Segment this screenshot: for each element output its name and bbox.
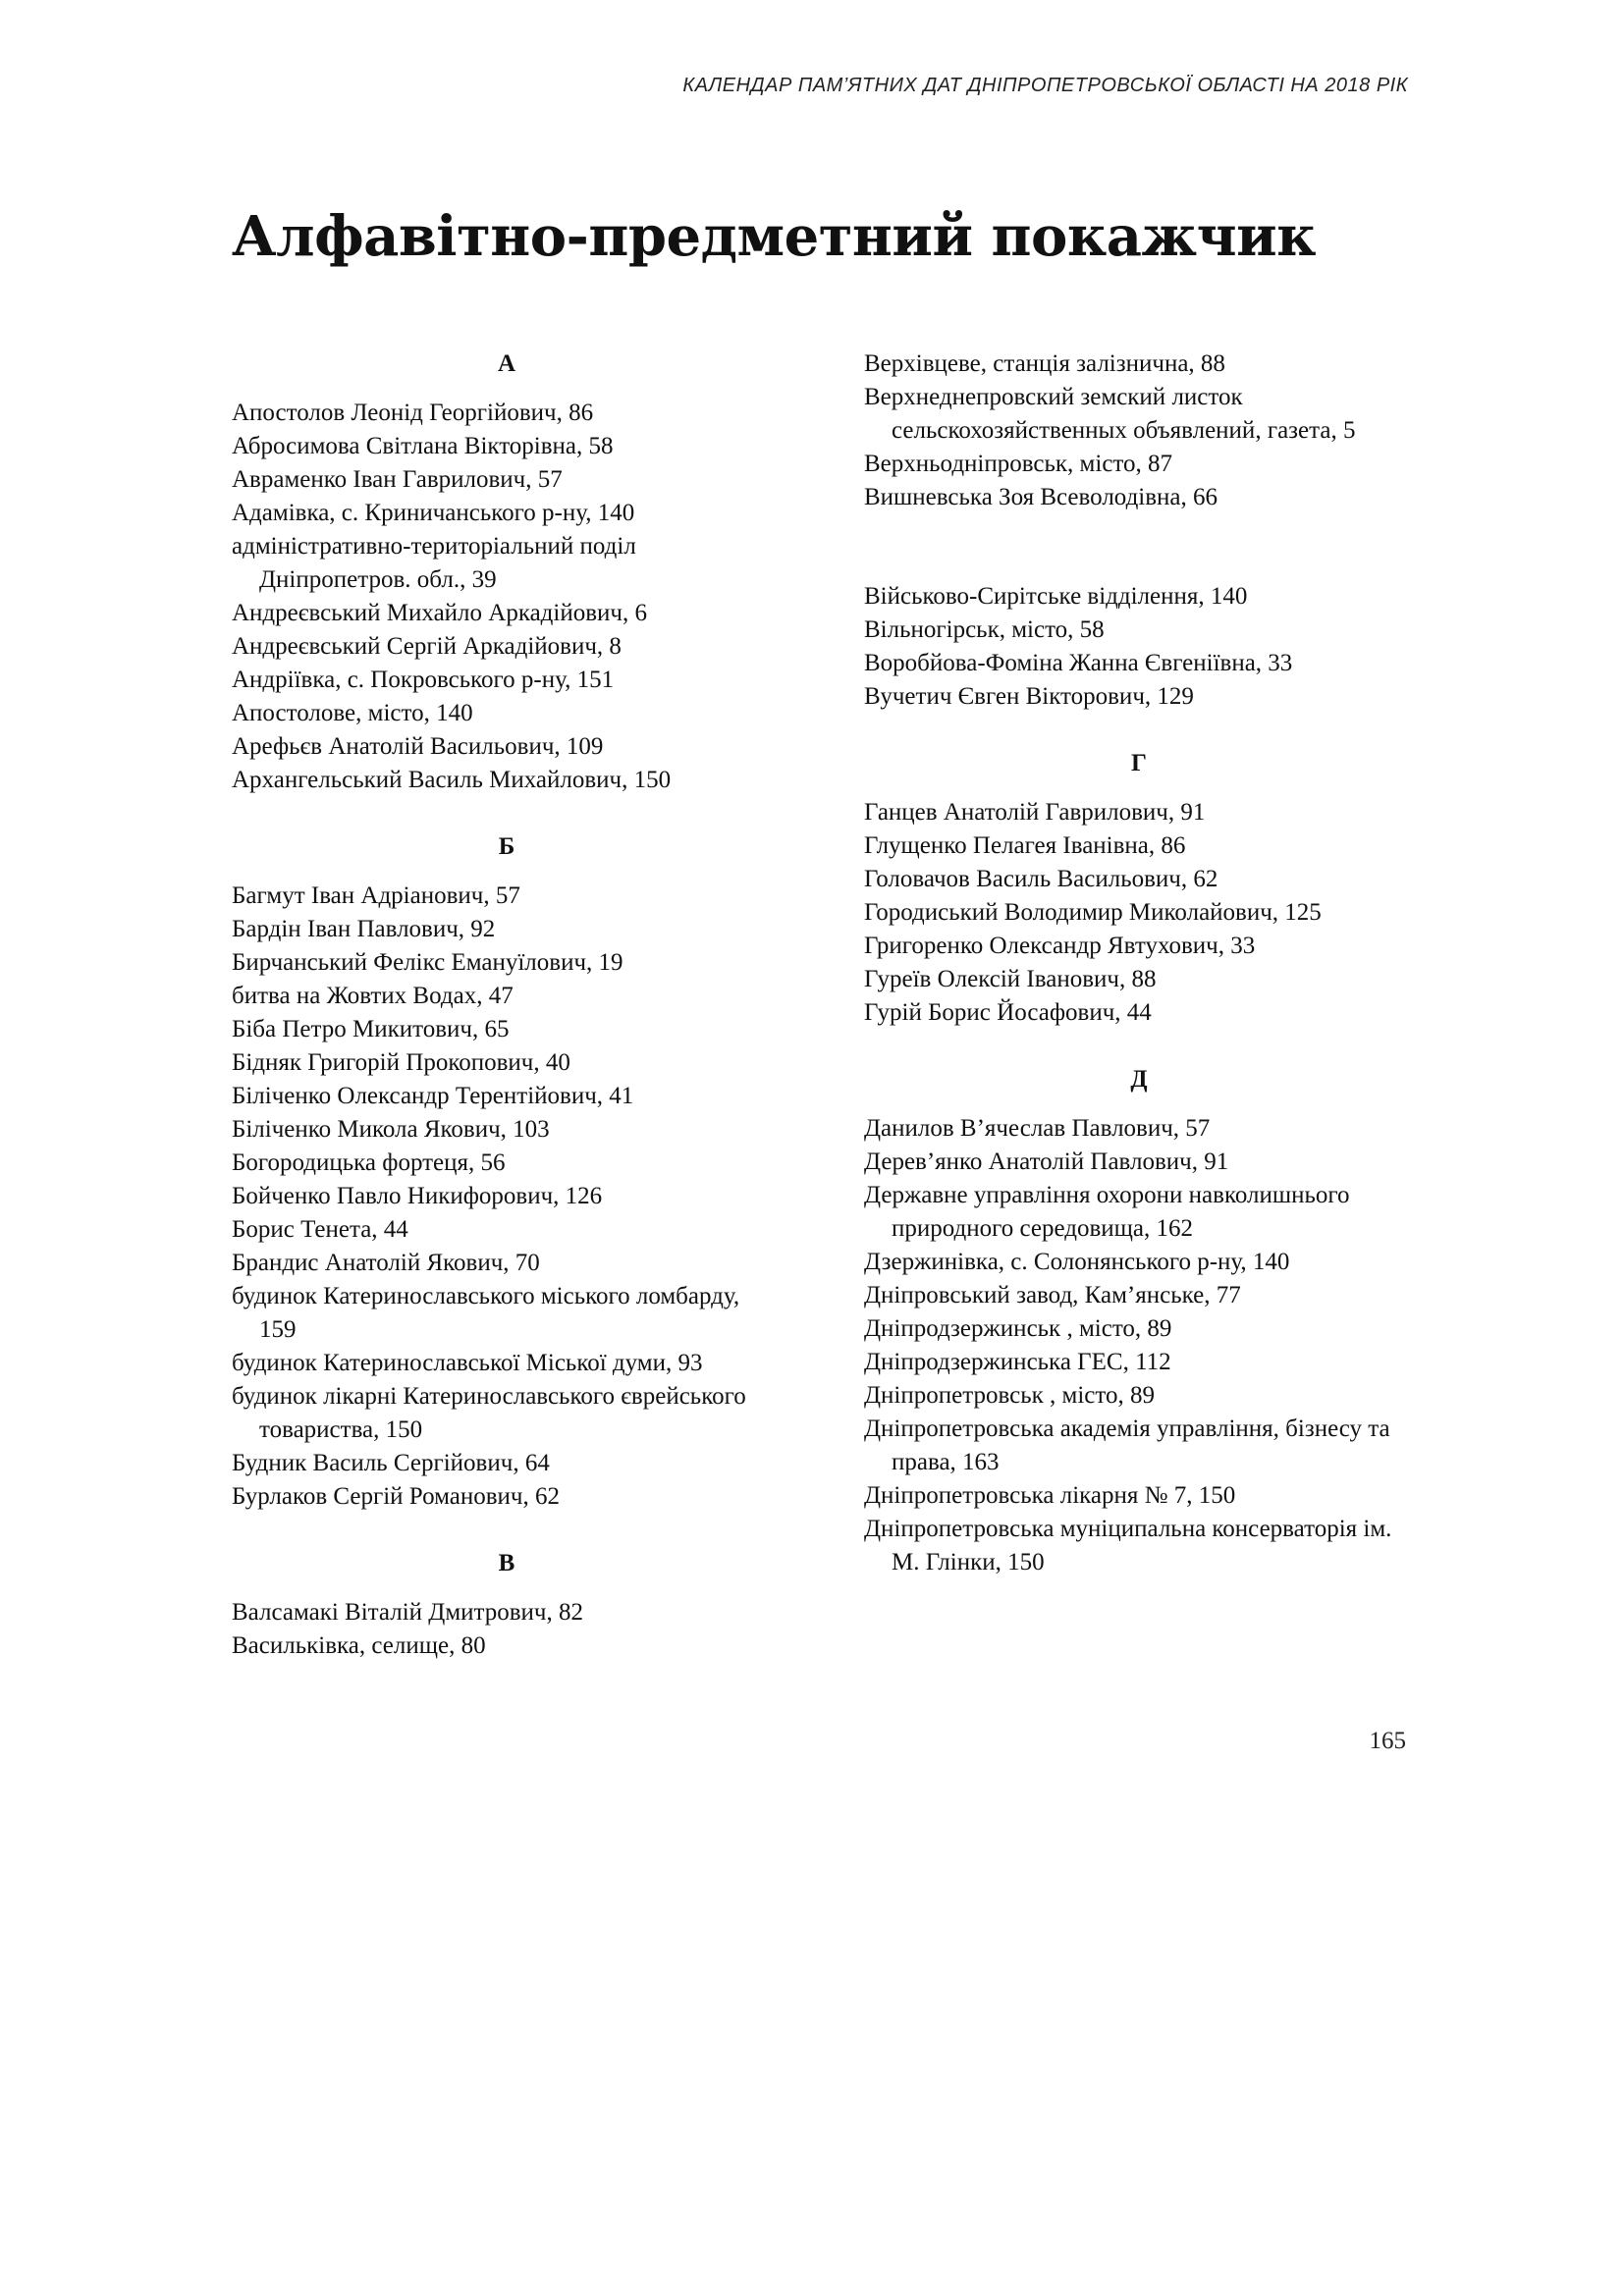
index-entry: битва на Жовтих Водах, 47 — [232, 983, 514, 1009]
index-entry: Городиський Володимир Миколайович, 125 — [864, 899, 1322, 926]
index-entry: Бардін Іван Павлович, 92 — [232, 916, 496, 942]
index-entry: Андріївка, с. Покровського р-ну, 151 — [232, 667, 615, 693]
index-entry: Бідняк Григорій Прокопович, 40 — [232, 1049, 570, 1076]
index-entry: Дніпровський завод, Кам’янське, 77 — [864, 1282, 1241, 1308]
index-entry: Гуреїв Олексій Іванович, 88 — [864, 966, 1157, 992]
index-entry: Архангельський Василь Михайлович, 150 — [232, 767, 672, 793]
index-entry: Данилов В’ячеслав Павлович, 57 — [864, 1115, 1211, 1142]
index-entry: Будник Василь Сергійович, 64 — [232, 1450, 550, 1476]
index-entry: Дніпропетровська академія управління, бізнесу та права, 163 — [864, 1415, 1390, 1475]
index-entry: Дзержинівка, с. Солонянського р-ну, 140 — [864, 1249, 1290, 1275]
index-column-right — [864, 347, 1414, 1579]
index-entry: Апостолове, місто, 140 — [232, 700, 473, 726]
index-entry: Головачов Василь Васильович, 62 — [864, 866, 1218, 892]
page-title: Алфавітно-предметний покажчик — [232, 204, 1317, 269]
index-entry: Біба Петро Микитович, 65 — [232, 1016, 510, 1042]
index-entry: Дніпропетровськ , місто, 89 — [864, 1382, 1155, 1409]
page-number: 165 — [1369, 1728, 1406, 1754]
index-entry: Верхівцеве, станція залізнична, 88 — [864, 350, 1225, 377]
letter-heading-v: В — [498, 1550, 515, 1576]
index-entry: Глущенко Пелагея Іванівна, 86 — [864, 832, 1186, 859]
index-entry: Валсамакі Віталій Дмитрович, 82 — [232, 1599, 584, 1626]
index-entry: адміністративно-територіальний поділ Дніпропетров. обл., 39 — [232, 533, 636, 593]
index-entry: Васильківка, селище, 80 — [232, 1632, 486, 1659]
letter-heading-h: Г — [1131, 750, 1147, 776]
letter-heading-b: Б — [498, 833, 515, 860]
index-entry: Дерев’янко Анатолій Павлович, 91 — [864, 1148, 1229, 1175]
index-entry: Бойченко Павло Никифорович, 126 — [232, 1183, 603, 1209]
index-entry: Верхньодніпровськ, місто, 87 — [864, 451, 1173, 477]
index-entry: Бурлаков Сергій Романович, 62 — [232, 1483, 560, 1510]
letter-heading-a: А — [497, 350, 516, 377]
index-entry: Військово-Сирітське відділення, 140 — [864, 583, 1248, 610]
index-entry: Верхнеднепровский земский листок сельскохозяйственных объявлений, газета, 5 — [864, 384, 1356, 444]
letter-heading-d: Д — [1130, 1066, 1148, 1093]
index-entry: Воробйова-Фоміна Жанна Євгеніївна, 33 — [864, 650, 1293, 676]
index-entry: Бирчанський Фелікс Емануїлович, 19 — [232, 949, 623, 976]
index-entry: Борис Тенета, 44 — [232, 1216, 408, 1243]
index-entry: Богородицька фортеця, 56 — [232, 1149, 506, 1176]
index-entry: Брандис Анатолій Якович, 70 — [232, 1250, 540, 1276]
index-entry: Вучетич Євген Вікторович, 129 — [864, 683, 1194, 710]
index-entry: Дніпродзержинська ГЕС, 112 — [864, 1349, 1171, 1375]
index-entry: Біліченко Микола Якович, 103 — [232, 1116, 550, 1143]
index-entry: Апостолов Леонід Георгійович, 86 — [232, 400, 594, 426]
index-entry: будинок Катеринославської Міської думи, 93 — [232, 1350, 703, 1376]
index-entry: Біліченко Олександр Терентійович, 41 — [232, 1083, 634, 1109]
index-entry: Андреєвський Сергій Аркадійович, 8 — [232, 633, 622, 660]
running-header: КАЛЕНДАР ПАМ’ЯТНИХ ДАТ ДНІПРОПЕТРОВСЬКОЇ ОБЛАСТІ НА 2018 РІК — [682, 75, 1408, 96]
index-entry: Дніпропетровська лікарня № 7, 150 — [864, 1482, 1236, 1509]
index-entry: будинок Катеринославського міського ломбарду, 159 — [232, 1283, 740, 1343]
index-entry: Авраменко Іван Гаврилович, 57 — [232, 466, 563, 493]
index-entry: Дніпропетровська муніципальна консерваторія ім. М. Глінки, 150 — [864, 1516, 1392, 1575]
index-entry: будинок лікарні Катеринославського єврейського товариства, 150 — [232, 1383, 746, 1443]
index-entry: Державне управління охорони навколишнього природного середовища, 162 — [864, 1182, 1350, 1242]
index-entry: Дніпродзержинськ , місто, 89 — [864, 1315, 1172, 1342]
index-entry: Григоренко Олександр Явтухович, 33 — [864, 933, 1256, 959]
index-entry: Вільногірськ, місто, 58 — [864, 616, 1105, 643]
index-entry: Адамівка, с. Криничанського р-ну, 140 — [232, 500, 635, 526]
index-entry: Арефьєв Анатолій Васильович, 109 — [232, 733, 604, 760]
index-entry: Гурій Борис Йосафович, 44 — [864, 999, 1152, 1026]
index-entry: Вишневська Зоя Всеволодівна, 66 — [864, 484, 1218, 510]
index-entry: Ганцев Анатолій Гаврилович, 91 — [864, 799, 1206, 826]
index-entry: Багмут Іван Адріанович, 57 — [232, 882, 520, 909]
index-column-left — [232, 347, 782, 1663]
index-entry: Абросимова Світлана Вікторівна, 58 — [232, 433, 614, 459]
index-entry: Андреєвський Михайло Аркадійович, 6 — [232, 600, 647, 626]
